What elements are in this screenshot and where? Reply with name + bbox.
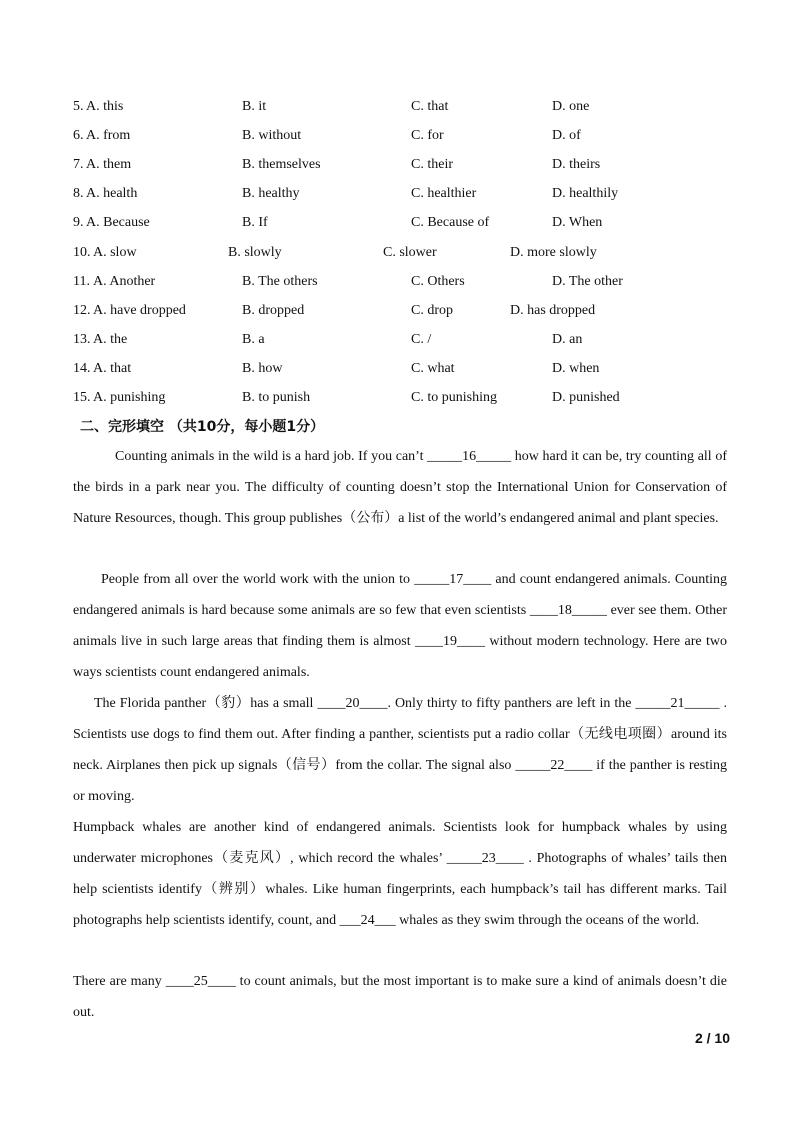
option-d: D. when: [552, 361, 600, 376]
question-row-5: [0, 97, 800, 117]
question-row-12: [0, 301, 800, 321]
option-d: D. of: [552, 128, 581, 143]
option-a: A. have dropped: [93, 303, 186, 318]
question-row-11: [0, 272, 800, 292]
question-number: 9.: [73, 215, 84, 230]
option-c: C. Others: [411, 274, 465, 289]
option-c: C. their: [411, 157, 453, 172]
question-number: 15.: [73, 390, 91, 405]
option-b: B. dropped: [242, 303, 305, 318]
option-d: D. punished: [552, 390, 620, 405]
question-row-8: [0, 184, 800, 204]
section-heading: 二、完形填空 （共10分，每小题1分）: [80, 419, 325, 435]
option-a: A. Another: [93, 274, 156, 289]
option-a: A. them: [86, 157, 132, 172]
question-row-10: [0, 243, 800, 263]
option-a: A. Because: [86, 215, 150, 230]
option-a: A. the: [93, 332, 128, 347]
option-d: D. has dropped: [510, 303, 596, 318]
option-c: C. /: [411, 332, 432, 347]
option-a: A. slow: [93, 245, 137, 260]
question-row-15: [0, 388, 800, 408]
question-row-6: [0, 126, 800, 146]
option-b: B. how: [242, 361, 283, 376]
option-b: B. to punish: [242, 390, 311, 405]
option-d: D. The other: [552, 274, 623, 289]
option-d: D. one: [552, 99, 590, 114]
passage-paragraph-5: There are many ____25____ to count animals, but the most important is to make sure a kind of animals doesn’t die out.: [73, 974, 727, 1020]
option-d: D. more slowly: [510, 245, 597, 260]
option-b: B. healthy: [242, 186, 300, 201]
option-c: C. slower: [383, 245, 437, 260]
option-d: D. healthily: [552, 186, 619, 201]
question-number: 11.: [73, 274, 90, 289]
option-a: A. health: [86, 186, 138, 201]
question-number: 6.: [73, 128, 84, 143]
question-number: 8.: [73, 186, 84, 201]
option-c: C. Because of: [411, 215, 490, 230]
option-b: B. The others: [242, 274, 318, 289]
option-c: C. that: [411, 99, 449, 114]
question-number: 5.: [73, 99, 84, 114]
option-a: A. from: [86, 128, 131, 143]
question-number: 14.: [73, 361, 91, 376]
passage-paragraph-3: The Florida panther（豹）has a small ____20____. Only thirty to fifty panthers are left in the _____21_____ . Scientists use dogs to find them out. After finding a panther, scientists put a radio collar（无线电项圈）around its neck. Airplanes then pick up signals（信号）from the collar. The signal also _____22____ if the panther is resting or moving.: [73, 696, 727, 804]
option-d: D. theirs: [552, 157, 601, 172]
option-a: A. punishing: [93, 390, 166, 405]
option-c: C. drop: [411, 303, 453, 318]
option-b: B. a: [242, 332, 265, 347]
question-row-9: [0, 213, 800, 233]
passage-paragraph-4: Humpback whales are another kind of endangered animals. Scientists look for humpback whales by using underwater microphones（麦克风）, which record the whales’ _____23____ . Photographs of whales’ tails then help scientists identify（辨别）whales. Like human fingerprints, each humpback’s tail has different marks. Tail photographs help scientists identify, count, and ___24___ whales as they swim through the oceans of the world.: [73, 820, 727, 928]
option-c: C. healthier: [411, 186, 477, 201]
question-number: 12.: [73, 303, 91, 318]
question-number: 13.: [73, 332, 91, 347]
question-number: 10.: [73, 245, 91, 260]
question-row-7: [0, 155, 800, 175]
option-a: A. this: [86, 99, 124, 114]
page-number: 2 / 10: [694, 1030, 730, 1046]
option-b: B. If: [242, 215, 268, 230]
option-c: C. what: [411, 361, 455, 376]
passage-paragraph-1: Counting animals in the wild is a hard job. If you can’t _____16_____ how hard it can be, try counting all of the birds in a park near you. The difficulty of counting doesn’t stop the International Union for Conservation of Nature Resources, though. This group publishes（公布）a list of the world’s endangered animal and plant species.: [73, 449, 727, 526]
option-b: B. slowly: [228, 245, 282, 260]
option-c: C. for: [411, 128, 444, 143]
question-row-13: [0, 330, 800, 350]
passage-paragraph-2: People from all over the world work with the union to _____17____ and count endangered animals. Counting endangered animals is hard because some animals are so few that even scientists ____18_____ ever see them. Other animals live in such large areas that finding them is almost ____19____ without modern technology. Here are two ways scientists count endangered animals.: [73, 572, 727, 680]
option-d: D. When: [552, 215, 603, 230]
option-b: B. without: [242, 128, 302, 143]
option-d: D. an: [552, 332, 583, 347]
option-a: A. that: [93, 361, 132, 376]
question-number: 7.: [73, 157, 84, 172]
option-b: B. themselves: [242, 157, 321, 172]
option-b: B. it: [242, 99, 267, 114]
question-row-14: [0, 359, 800, 379]
option-c: C. to punishing: [411, 390, 497, 405]
